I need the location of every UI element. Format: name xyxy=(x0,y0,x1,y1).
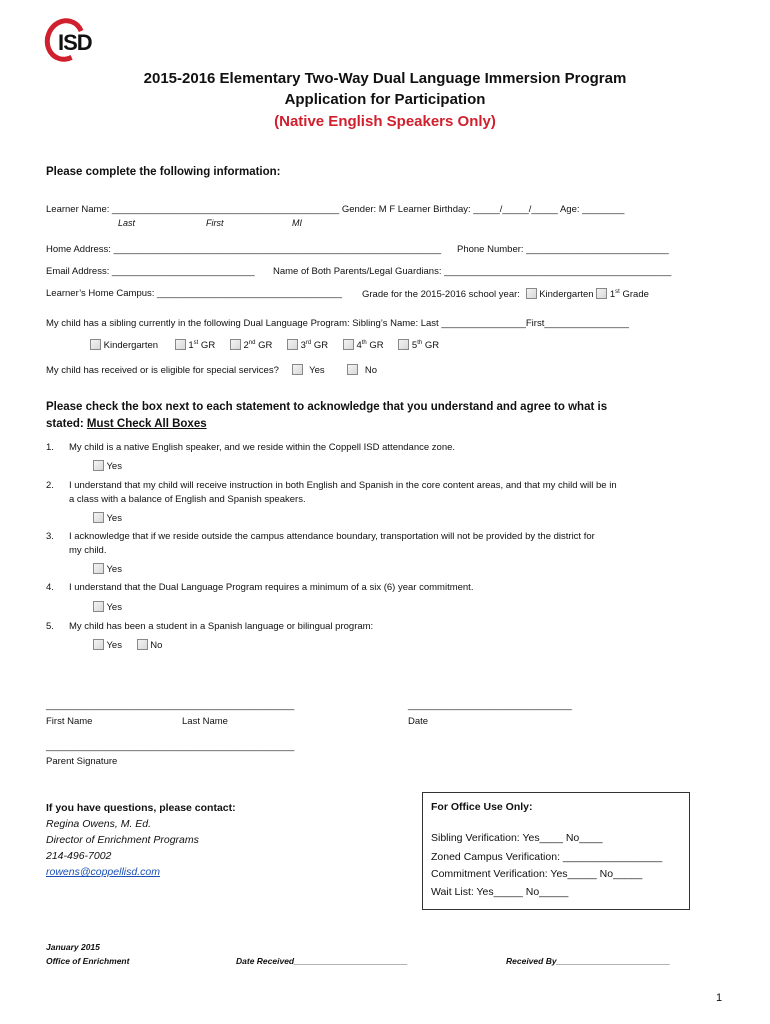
office-wait-list[interactable]: Wait List: Yes_____ No_____ xyxy=(431,886,569,898)
ack-item-text-cont: my child. xyxy=(69,545,107,556)
sibling-grade-checkbox[interactable] xyxy=(287,339,298,350)
grade-first-checkbox[interactable] xyxy=(596,288,607,299)
home-address-line[interactable]: Home Address: ______________________________________________________________ xyxy=(46,244,442,255)
sibling-grade-option: 1st GR xyxy=(175,340,216,351)
ack-item-text: I acknowledge that if we reside outside the campus attendance boundary, transportation will not be provided by the district for xyxy=(69,531,595,542)
contact-phone: 214-496-7002 xyxy=(46,850,112,862)
sibling-grade-checkbox[interactable] xyxy=(175,339,186,350)
ack-item-yes-checkbox[interactable] xyxy=(93,512,104,523)
contact-name: Regina Owens, M. Ed. xyxy=(46,818,152,830)
footer-date-received[interactable]: Date Received________________________ xyxy=(236,956,408,966)
ack-item-number: 4. xyxy=(46,582,54,593)
ack-item-text: My child has been a student in a Spanish language or bilingual program: xyxy=(69,621,374,632)
sibling-line[interactable]: My child has a sibling currently in the following Dual Language Program: Sibling’s Name: Last ________________First________________ xyxy=(46,318,629,329)
ack-item-yes: Yes xyxy=(93,460,122,472)
sibling-grade-checkbox[interactable] xyxy=(90,339,101,350)
parent-signature-line[interactable]: _______________________________________________ xyxy=(46,741,295,752)
ack-item-yes-checkbox[interactable] xyxy=(93,639,104,650)
contact-heading: If you have questions, please contact: xyxy=(46,802,236,814)
name-mi-caption: MI xyxy=(292,218,302,228)
footer-office: Office of Enrichment xyxy=(46,956,130,966)
footer-date: January 2015 xyxy=(46,942,100,952)
form-subtitle: Application for Participation xyxy=(284,91,486,108)
form-audience-note: (Native English Speakers Only) xyxy=(274,113,496,130)
ack-item-no-checkbox[interactable] xyxy=(137,639,148,650)
sibling-grade-checkbox[interactable] xyxy=(343,339,354,350)
ack-item-yes: Yes xyxy=(93,563,122,575)
special-services-yes-checkbox[interactable] xyxy=(292,364,303,375)
sibling-grades-row xyxy=(90,339,439,351)
ack-item-yes-no: Yes No xyxy=(93,639,162,651)
special-services-row xyxy=(46,364,377,376)
parents-name-line[interactable]: Name of Both Parents/Legal Guardians: ___________________________________________ xyxy=(273,266,672,277)
home-campus-line[interactable]: Learner’s Home Campus: ___________________________________ xyxy=(46,288,342,299)
last-name-caption: Last Name xyxy=(182,716,228,727)
sibling-grade-checkbox[interactable] xyxy=(230,339,241,350)
office-commitment-verification[interactable]: Commitment Verification: Yes_____ No_____ xyxy=(431,868,643,880)
first-name-caption: First Name xyxy=(46,716,93,727)
sibling-grade-checkbox[interactable] xyxy=(398,339,409,350)
section2-heading-line2: stated: Must Check All Boxes xyxy=(46,418,207,430)
logo-text: ISD xyxy=(58,30,92,55)
phone-number-line[interactable]: Phone Number: ___________________________ xyxy=(457,244,669,255)
ack-item-text-cont: a class with a balance of English and Spanish speakers. xyxy=(69,494,306,505)
parent-signature-caption: Parent Signature xyxy=(46,756,118,767)
grade-first-label: 1st Grade xyxy=(609,288,649,300)
ack-item-number: 2. xyxy=(46,480,54,491)
office-sibling-verification[interactable]: Sibling Verification: Yes____ No____ xyxy=(431,832,603,844)
section2-heading: Please check the box next to each statement to acknowledge that you understand and agree to what is xyxy=(46,401,608,413)
date-signature-line[interactable]: _______________________________ xyxy=(408,700,572,711)
special-services-no-label: No xyxy=(364,365,378,376)
sibling-grade-option: 2nd GR xyxy=(230,340,273,351)
learner-name-line[interactable]: Learner Name: ___________________________________________ Gender: M F Learner Birthday: _____/_____/_____ Age: ________ xyxy=(46,204,625,215)
ack-item-number: 5. xyxy=(46,621,54,632)
must-check-all-note: Must Check All Boxes xyxy=(86,418,207,430)
sibling-grade-option: 3rd GR xyxy=(287,340,328,351)
page-number: 1 xyxy=(716,992,723,1004)
form-title: 2015-2016 Elementary Two-Way Dual Language Immersion Program xyxy=(143,70,627,87)
section1-heading: Please complete the following information: xyxy=(46,166,281,178)
special-services-yes-label: Yes xyxy=(309,365,325,376)
grade-kindergarten-label: Kindergarten xyxy=(539,289,594,300)
name-last-caption: Last xyxy=(118,218,136,228)
ack-item-yes: Yes xyxy=(93,601,122,613)
footer-received-by[interactable]: Received By________________________ xyxy=(506,956,671,966)
ack-item-yes: Yes xyxy=(93,512,122,524)
ack-item-number: 3. xyxy=(46,531,54,542)
contact-email-link[interactable]: rowens@coppellisd.com xyxy=(46,866,160,878)
sibling-grade-option: 4th GR xyxy=(343,340,384,351)
email-address-line[interactable]: Email Address: ___________________________ xyxy=(46,266,255,277)
sibling-grade-option: Kindergarten xyxy=(90,340,158,351)
ack-item-number: 1. xyxy=(46,442,54,453)
special-services-question: My child has received or is eligible for special services? xyxy=(46,365,279,376)
ack-item-yes-checkbox[interactable] xyxy=(93,601,104,612)
grade-row xyxy=(362,288,649,300)
ack-item-text: My child is a native English speaker, and we reside within the Coppell ISD attendance zone. xyxy=(69,442,456,453)
name-first-caption: First xyxy=(206,218,224,228)
ack-item-yes-checkbox[interactable] xyxy=(93,563,104,574)
ack-item-text: I understand that the Dual Language Program requires a minimum of a six (6) year commitment. xyxy=(69,582,474,593)
ack-item-text: I understand that my child will receive instruction in both English and Spanish in the core content areas, and that my child will be in xyxy=(69,480,617,491)
date-caption: Date xyxy=(408,716,429,727)
grade-kindergarten-checkbox[interactable] xyxy=(526,288,537,299)
ack-item-yes-checkbox[interactable] xyxy=(93,460,104,471)
special-services-no-checkbox[interactable] xyxy=(347,364,358,375)
sibling-grade-option: 5th GR xyxy=(398,340,439,351)
office-heading: For Office Use Only: xyxy=(431,801,533,813)
name-signature-line[interactable]: _______________________________________________ xyxy=(46,700,295,711)
grade-label: Grade for the 2015-2016 school year: xyxy=(362,289,520,300)
contact-title: Director of Enrichment Programs xyxy=(46,834,199,846)
office-zoned-verification[interactable]: Zoned Campus Verification: _________________ xyxy=(431,851,663,863)
